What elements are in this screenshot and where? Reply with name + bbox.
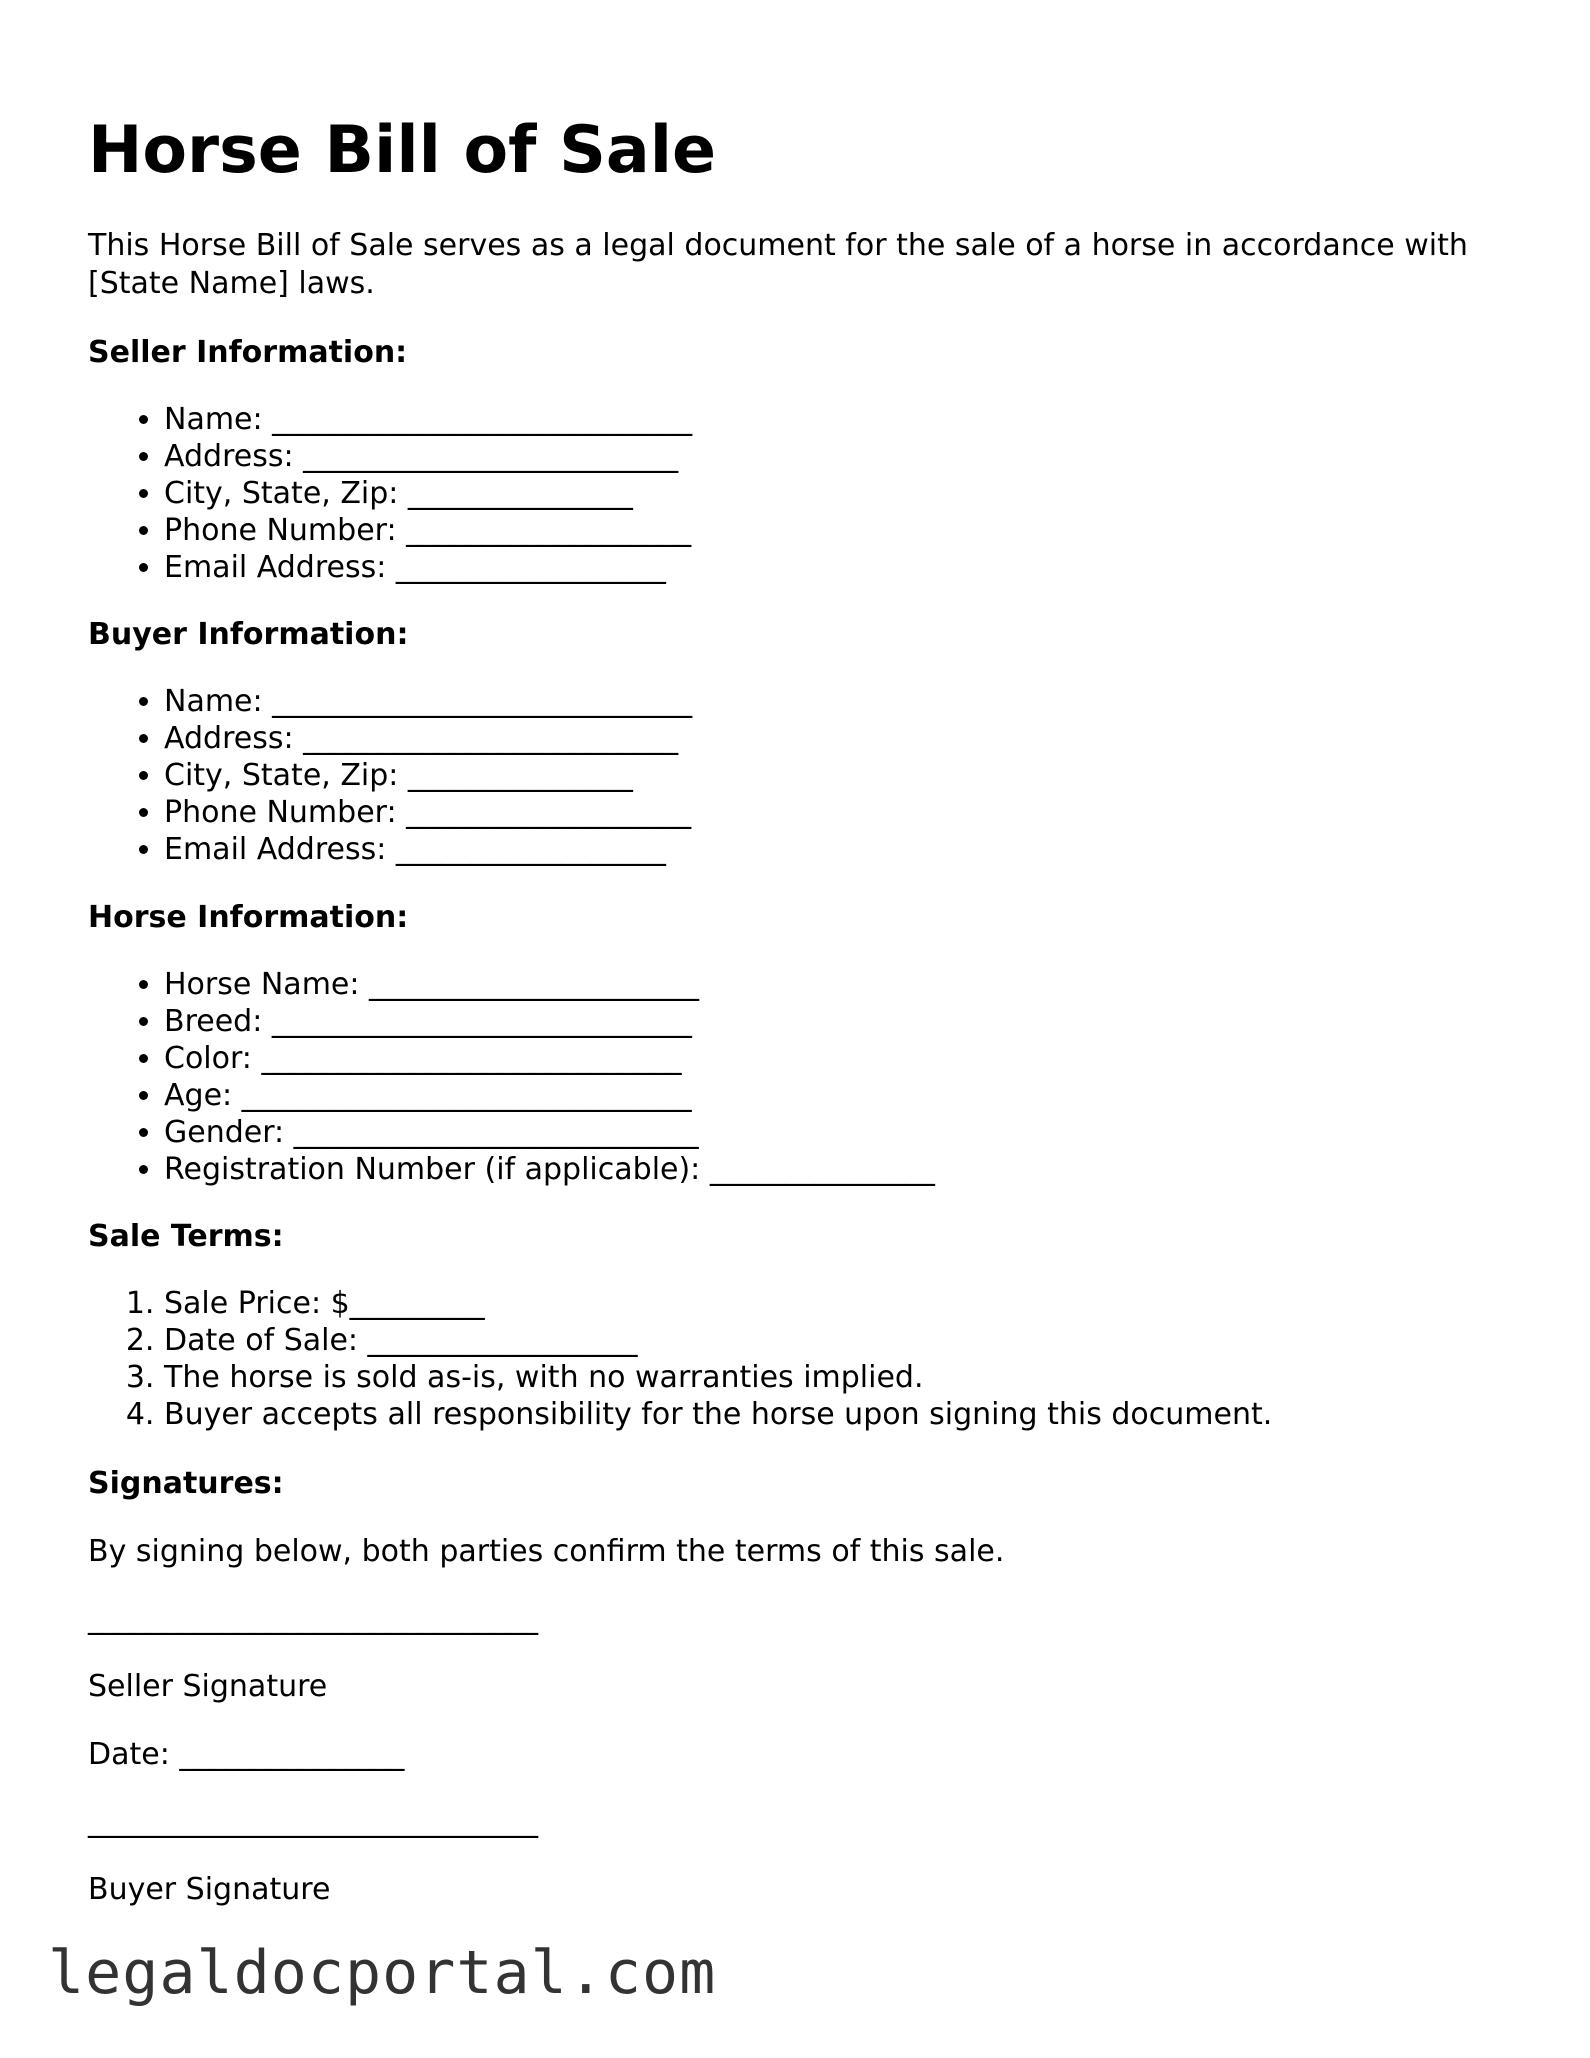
term-date-of-sale: 2. Date of Sale: __________________ — [164, 1322, 1272, 1359]
seller-phone-field: • Phone Number: ___________________ — [164, 512, 692, 549]
buyer-email-field: • Email Address: __________________ — [164, 831, 692, 868]
term-as-is: 3. The horse is sold as-is, with no warranties implied. — [164, 1359, 1272, 1396]
buyer-city-field: • City, State, Zip: _______________ — [164, 757, 692, 794]
signatures-heading: Signatures: — [88, 1466, 284, 1501]
buyer-signature-line: ______________________________ — [88, 1804, 538, 1839]
seller-name-field: • Name: ____________________________ — [164, 401, 692, 438]
buyer-heading: Buyer Information: — [88, 617, 409, 652]
seller-date-line: Date: _______________ — [88, 1737, 405, 1772]
horse-heading: Horse Information: — [88, 900, 409, 935]
buyer-address-field: • Address: _________________________ — [164, 720, 692, 757]
horse-breed-field: • Breed: ____________________________ — [164, 1003, 935, 1040]
term-buyer-responsibility: 4. Buyer accepts all responsibility for the horse upon signing this document. — [164, 1396, 1272, 1433]
terms-list — [88, 1285, 1272, 1433]
buyer-phone-field: • Phone Number: ___________________ — [164, 794, 692, 831]
horse-field-list — [88, 966, 935, 1188]
horse-gender-field: • Gender: ___________________________ — [164, 1114, 935, 1151]
intro-paragraph: This Horse Bill of Sale serves as a legal document for the sale of a horse in accordance with [State Name] laws. — [88, 228, 1468, 301]
seller-signature-line: ______________________________ — [88, 1601, 538, 1636]
term-sale-price: 1. Sale Price: $_________ — [164, 1285, 1272, 1322]
horse-age-field: • Age: ______________________________ — [164, 1077, 935, 1114]
seller-heading: Seller Information: — [88, 335, 408, 370]
seller-field-list — [88, 401, 692, 586]
horse-registration-field: • Registration Number (if applicable): _______________ — [164, 1151, 935, 1188]
seller-address-field: • Address: _________________________ — [164, 438, 692, 475]
horse-name-field: • Horse Name: ______________________ — [164, 966, 935, 1003]
horse-color-field: • Color: ____________________________ — [164, 1040, 935, 1077]
seller-email-field: • Email Address: __________________ — [164, 549, 692, 586]
seller-signature-label: Seller Signature — [88, 1669, 328, 1704]
watermark-logo: legaldocportal.com — [48, 1938, 717, 2008]
terms-heading: Sale Terms: — [88, 1219, 284, 1254]
buyer-name-field: • Name: ____________________________ — [164, 683, 692, 720]
document-title: Horse Bill of Sale — [88, 113, 717, 188]
buyer-signature-label: Buyer Signature — [88, 1872, 331, 1907]
signatures-statement: By signing below, both parties confirm the terms of this sale. — [88, 1534, 1005, 1569]
buyer-field-list — [88, 683, 692, 868]
seller-city-field: • City, State, Zip: _______________ — [164, 475, 692, 512]
